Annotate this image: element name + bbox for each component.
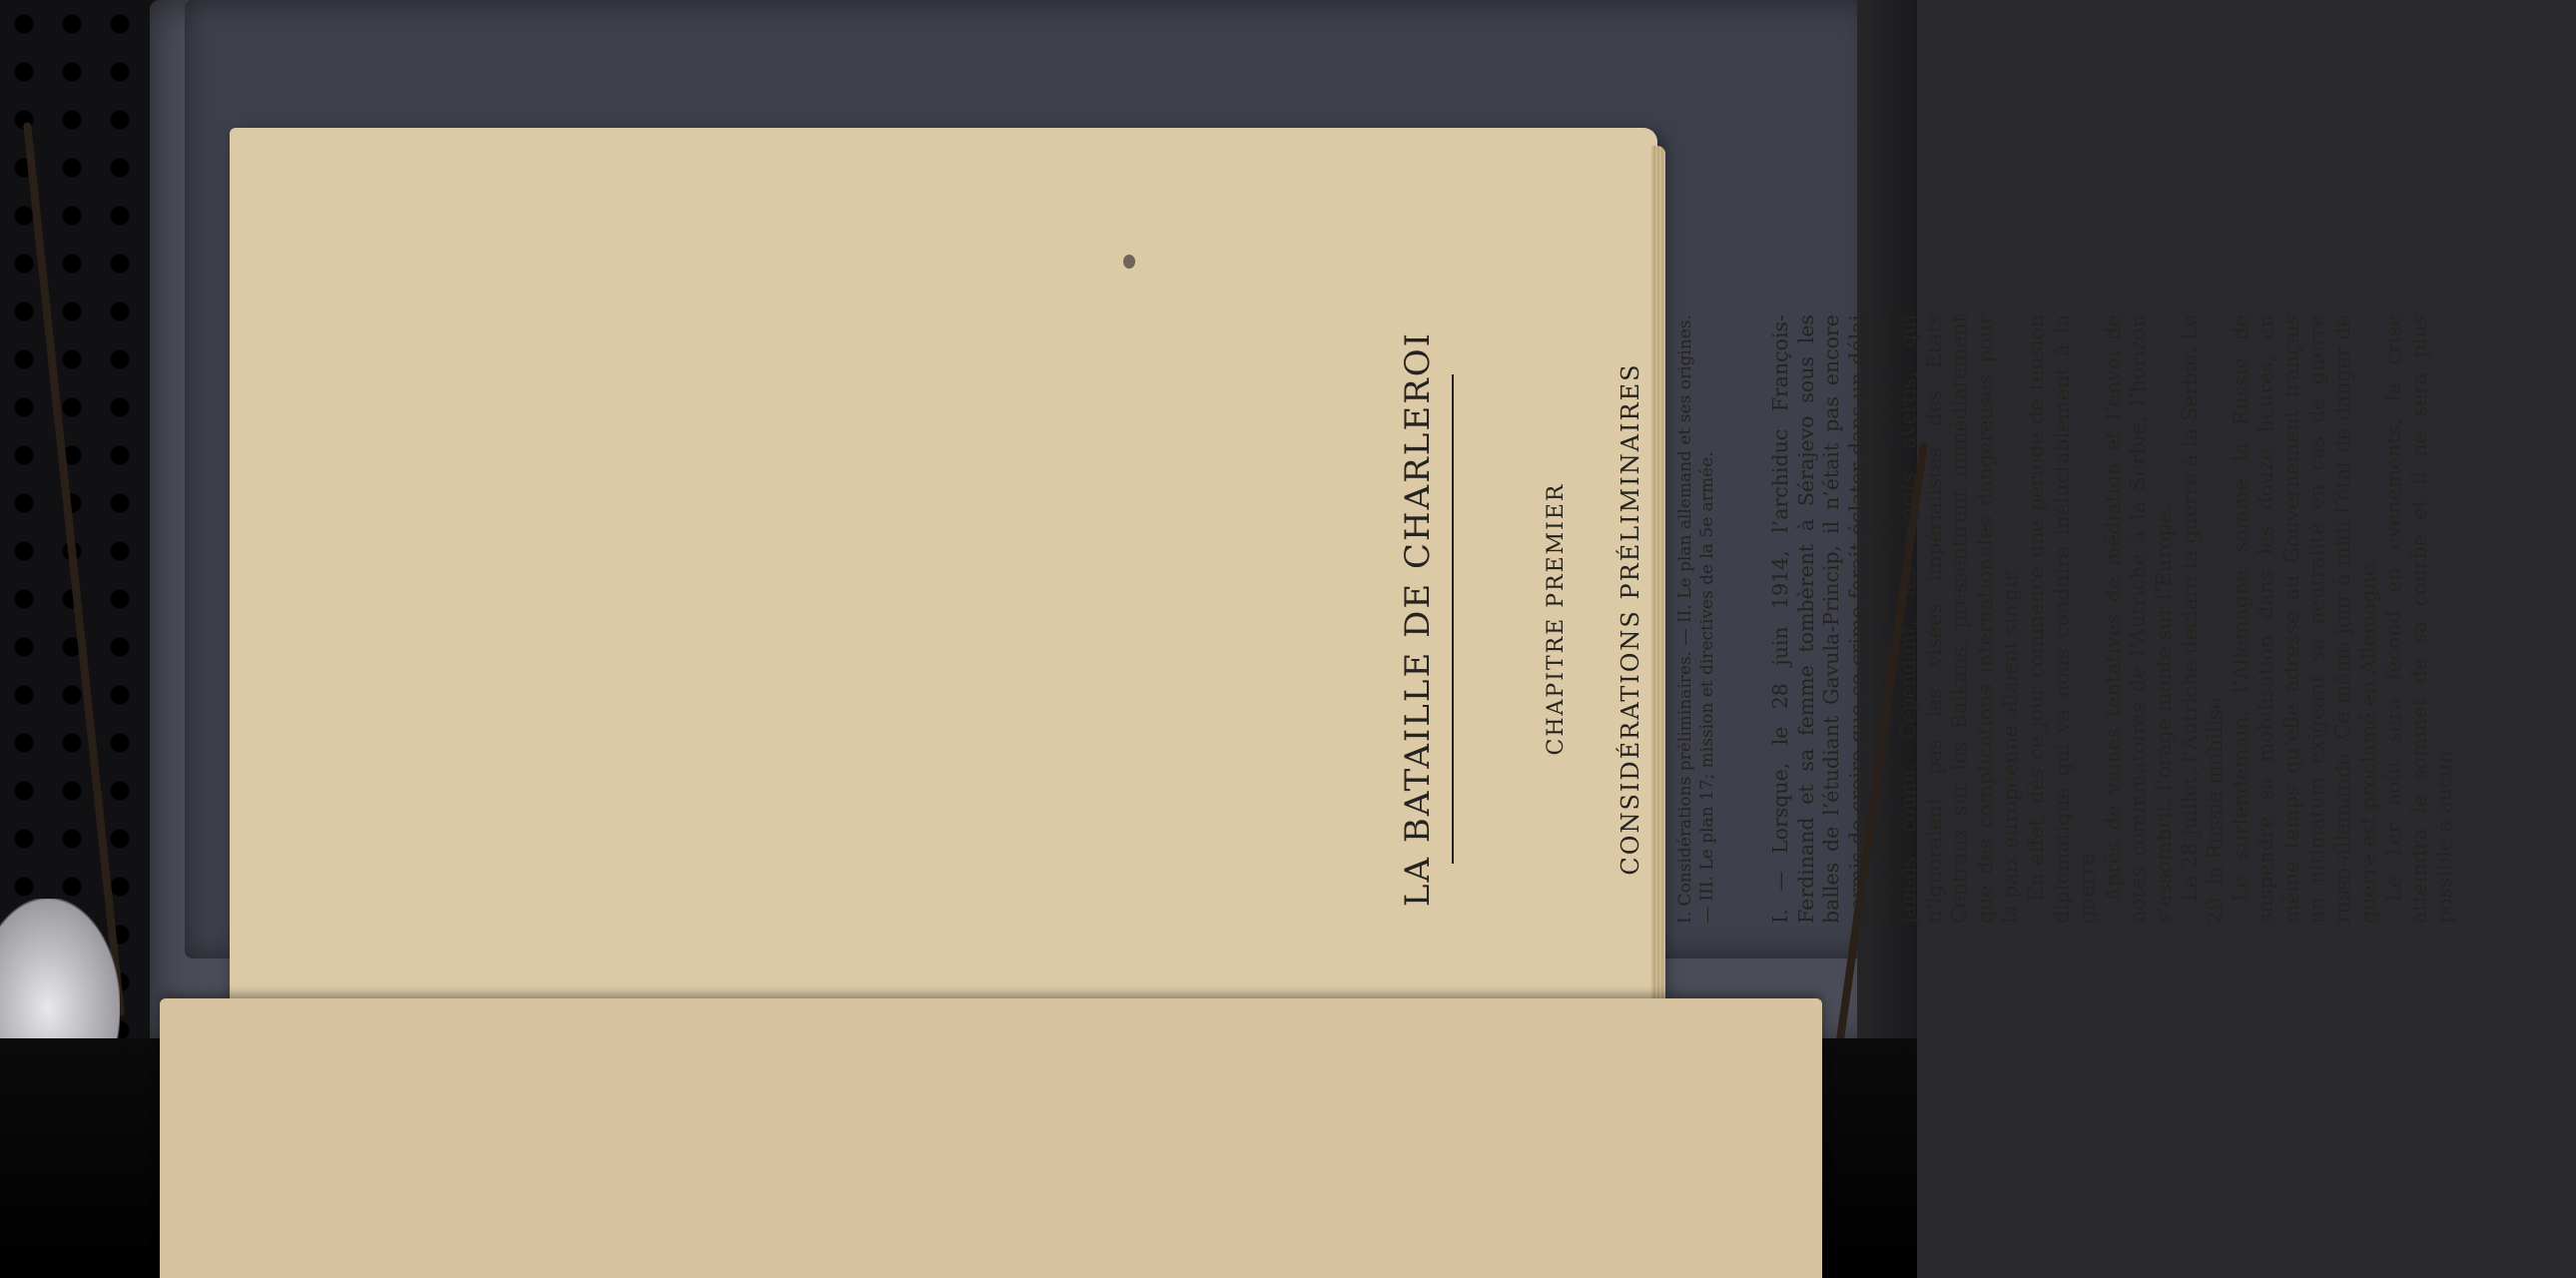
paragraph: Le 28 juillet, l’Autriche déclare la guerre à la Serbie. Le 29, la Russie mobilise. (2177, 315, 2228, 924)
section-title: CONSIDÉRATIONS PRÉLIMINAIRES (1616, 362, 1644, 876)
ink-smear (1123, 255, 1135, 269)
page-text-rotated (1398, 315, 2576, 924)
paragraph: Après de vaines tentatives de médiation et l’envoi de notes comminatoires de l’Autriche à la Serbie, l’horizon s’assombrit, l’orage monte sur l’Europe. (2100, 315, 2176, 924)
book-cover (160, 998, 1822, 1278)
body-text (1768, 315, 2458, 924)
paragraph: I. — Lorsque, le 28 juin 1914, l’archiduc François-Ferdinand et sa femme tombèrent à Sérajevo sous les balles de l’étudiant Gavula-Princip, il n’était pas encore permis de croire que ce crime ferait éclater dans un délai très court un cataclysme comme l’histoire n’en avait jamais connu. Cependant, les esprits avertis, qui n’ignoraient pas les visées impérialistes des États Centraux sur les Balkans, pressentirent immédiatement que des complications internationales dangereuses pour la paix européenne allaient surgir. (1768, 315, 2023, 924)
chapter-summary: I. Considérations préliminaires. — II. Le plan allemand et ses origines. — III. Le plan 17; mission et directives de la 5e armée. (1675, 315, 1717, 924)
book-title: LA BATAILLE DE CHARLEROI (1398, 330, 1438, 908)
chapter-heading: CHAPITRE PREMIER (1544, 482, 1569, 756)
paragraph: En effet, dès ce jour commence une période de tension diplomatique qui va nous conduire inéluctablement à la guerre. (2023, 315, 2100, 924)
paragraph: Le 1er août sera fécond en événements, la crise atteindra le sommet de sa courbe et il ne sera plus possible à aucun (2381, 315, 2457, 924)
title-rule (1452, 374, 1454, 864)
paragraph: Le surlendemain, l’Allemagne somme la Russie de suspendre sa mobilisation dans les douze heures, en même temps qu’elle adresse au Gouvernement français un ultimatum exigeant sa neutralité en cas de guerre russo-allemande. Ce même jour à midi l’état de danger de guerre est proclamé en Allemagne. (2228, 315, 2380, 924)
